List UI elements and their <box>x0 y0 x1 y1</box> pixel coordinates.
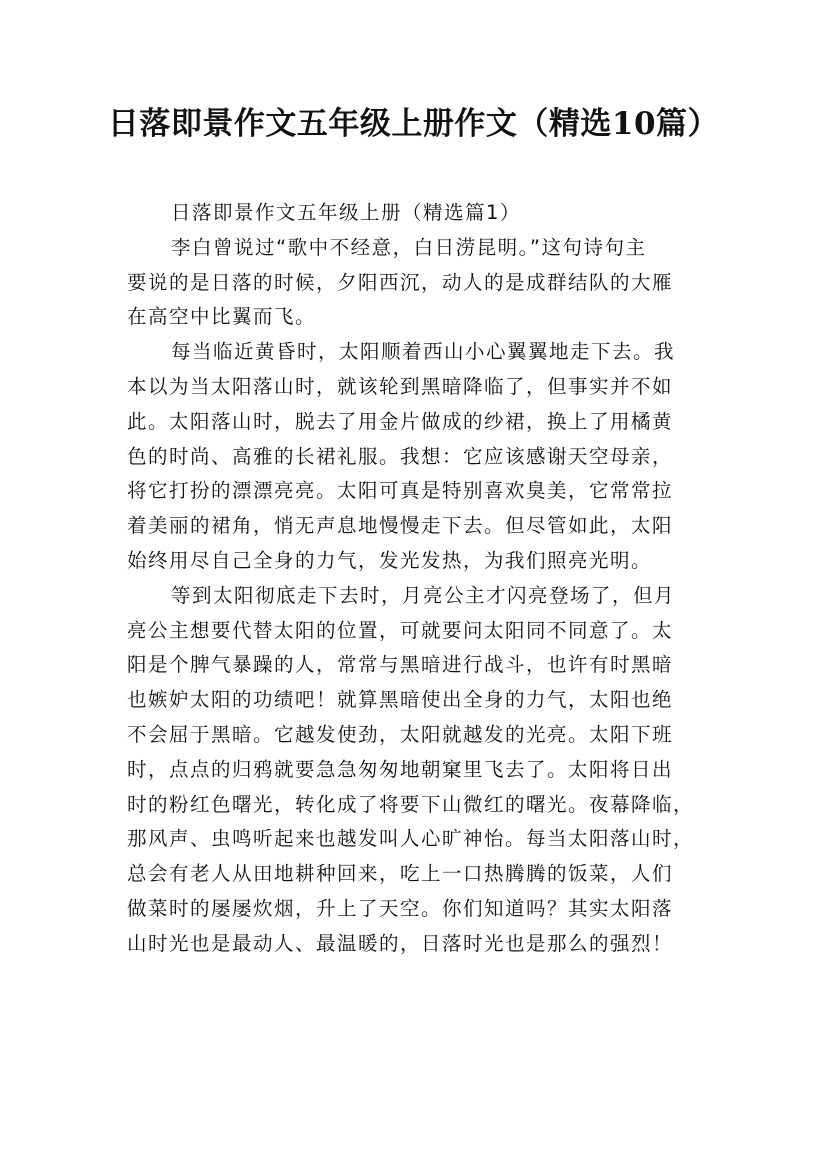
paragraph-line: 时的粉红色曙光，转化成了将要下山微红的曙光。夜幕降临， <box>127 792 695 816</box>
document-title: 日落即景作文五年级上册作文（精选10篇） <box>107 106 720 142</box>
paragraph-line: 将它打扮的漂漂亮亮。太阳可真是特别喜欢臭美，它常常拉 <box>127 479 674 503</box>
paragraph-line: 也嫉妒太阳的功绩吧！就算黑暗使出全身的力气，太阳也绝 <box>127 688 674 712</box>
paragraph-line: 此。太阳落山时，脱去了用金片做成的纱裙，换上了用橘黄 <box>127 409 674 433</box>
section-heading: 日落即景作文五年级上册（精选篇1） <box>171 201 521 224</box>
paragraph-line: 那风声、虫鸣听起来也越发叫人心旷神怡。每当太阳落山时， <box>127 827 695 851</box>
document-body <box>127 196 717 962</box>
paragraph-1 <box>127 231 717 335</box>
paragraph-2 <box>127 335 717 579</box>
paragraph-line: 等到太阳彻底走下去时，月亮公主才闪亮登场了，但月 <box>171 583 676 607</box>
paragraph-line: 山时光也是最动人、最温暖的，日落时光也是那么的强烈！ <box>127 931 674 955</box>
paragraph-line: 始终用尽自己全身的力气，发光发热，为我们照亮光明。 <box>127 548 653 572</box>
paragraph-line: 李白曾说过“歌中不经意，白日涝昆明。”这句诗句主 <box>171 235 647 259</box>
paragraph-line: 阳是个脾气暴躁的人，常常与黑暗进行战斗，也许有时黑暗 <box>127 653 674 677</box>
paragraph-3 <box>127 579 717 962</box>
paragraph-line: 在高空中比翼而飞。 <box>127 305 317 329</box>
paragraph-line: 每当临近黄昏时，太阳顺着西山小心翼翼地走下去。我 <box>171 340 676 364</box>
paragraph-line: 要说的是日落的时候，夕阳西沉，动人的是成群结队的大雁 <box>127 270 674 294</box>
paragraph-line: 做菜时的屡屡炊烟，升上了天空。你们知道吗？其实太阳落 <box>127 896 674 920</box>
paragraph-line: 本以为当太阳落山时，就该轮到黑暗降临了，但事实并不如 <box>127 374 674 398</box>
paragraph-line: 亮公主想要代替太阳的位置，可就要问太阳同不同意了。太 <box>127 618 674 642</box>
paragraph-line: 总会有老人从田地耕种回来，吃上一口热腾腾的饭菜，人们 <box>127 862 674 886</box>
paragraph-line: 着美丽的裙角，悄无声息地慢慢走下去。但尽管如此，太阳 <box>127 514 674 538</box>
paragraph-line: 不会屈于黑暗。它越发使劲，太阳就越发的光亮。太阳下班 <box>127 722 674 746</box>
paragraph-line: 色的时尚、高雅的长裙礼服。我想：它应该感谢天空母亲， <box>127 444 674 468</box>
paragraph-line: 时，点点的归鸦就要急急匆匆地朝窠里飞去了。太阳将日出 <box>127 757 674 781</box>
